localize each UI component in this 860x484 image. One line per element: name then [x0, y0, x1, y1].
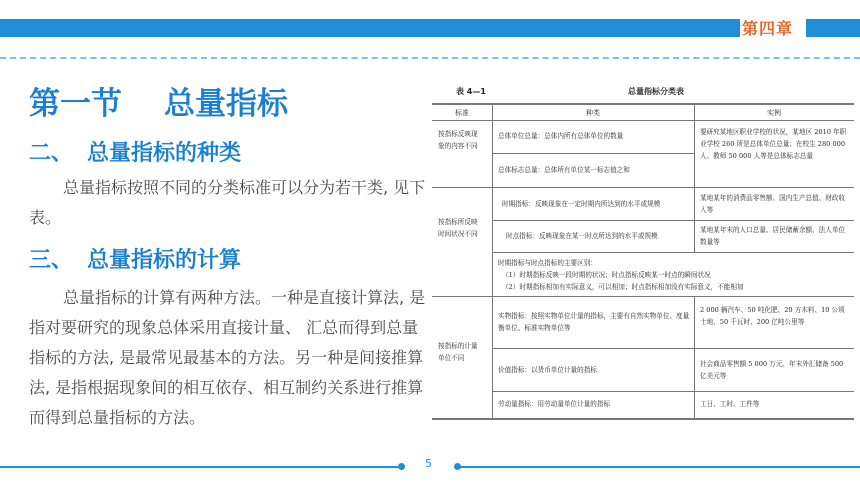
- table-rule: [432, 120, 854, 121]
- table-cell: 按指标反映现象的内容不同: [438, 130, 478, 150]
- table-rule: [492, 252, 854, 253]
- header-bar: [0, 19, 740, 37]
- table-rule: [694, 187, 695, 252]
- table-rule: [432, 418, 854, 420]
- header-bar-right: [806, 19, 860, 37]
- page-title: [29, 78, 288, 123]
- table-cell: （2）时期指标相加有实际意义，可以相加；时点指标相加没有实际意义，不能相加: [502, 283, 744, 291]
- table-rule: [492, 220, 854, 221]
- section-heading-calc: [29, 243, 241, 274]
- table-cell: 总体单位总量：总体内所有总体单位的数量: [498, 132, 624, 140]
- table-rule: [694, 296, 695, 418]
- table-number: 表 4—1: [456, 87, 486, 96]
- table-cell: 某地某年的消费品零售额、国内生产总值、财政收入等: [700, 194, 846, 214]
- table-cell: 工日、工时、工件等: [700, 400, 760, 408]
- table-cell: 按指标所反映时间状况不同: [438, 218, 478, 238]
- table-rule: [432, 187, 854, 188]
- footer-line-right: [458, 466, 860, 468]
- page-number: 5: [425, 457, 432, 470]
- table-cell: 时期指标与时点指标的主要区别：: [498, 259, 597, 267]
- title-topic: 总量指标: [164, 86, 288, 122]
- header-divider: [0, 57, 860, 59]
- table-rule: [492, 391, 854, 392]
- table-cell: 劳动量指标：用劳动量单位计量的指标: [498, 400, 611, 408]
- table-header: 种类: [586, 109, 600, 117]
- section-number: 三、: [29, 248, 74, 273]
- table-rule: [432, 296, 854, 297]
- table-cell: 价值指标：以货币单位计量的指标: [498, 366, 597, 374]
- paragraph-calc: 总量指标的计算有两种方法。一种是直接计算法, 是指对要研究的现象总体采用直接计量、 汇总而得到总量指标的方法, 是最常见最基本的方法。另一种是间接推算法, 是指根据现象间的相互依存、相互制约关系进行推算而得到总量指标的方法。: [29, 288, 426, 427]
- table-cell: 要研究某地区职业学校的状况，某地区 2010 年职业学校 260 所是总体单位总量；在校生 280 000 人、教师 50 000 人等是总体标志总量: [700, 128, 847, 160]
- table-cell: 实物指标：按照实物单位计量的指标，主要有自然实物单位、度量衡单位、标准实物单位等: [498, 312, 690, 332]
- table-cell: 总体标志总量：总体所有单位某一标志值之和: [498, 166, 630, 174]
- table-cell: 社会商品零售额 5 000 万元、年末外汇储备 500 亿美元等: [700, 360, 844, 380]
- table-header: 实例: [767, 109, 781, 117]
- section-heading-types: [29, 136, 241, 167]
- title-section: 第一节: [29, 86, 122, 122]
- footer-dot-left: [398, 463, 405, 470]
- table-cell: （1）时期指标反映一段时期的状况；时点指标反映某一时点的瞬间状况: [502, 271, 711, 279]
- table-rule: [432, 103, 854, 105]
- section-text: 总量指标的种类: [87, 141, 242, 166]
- table-cell: 某地某年末的人口总量、居民储蓄余额、法人单位数量等: [700, 226, 846, 246]
- section-text: 总量指标的计算: [87, 248, 242, 273]
- table-cell: 按指标的计量单位不同: [438, 342, 478, 362]
- table-caption: 总量指标分类表: [628, 87, 684, 96]
- chapter-label: 第四章: [742, 19, 794, 38]
- table-rule: [492, 103, 493, 418]
- table-cell: 时期指标：反映现象在一定时期内所达到的水平或规模: [502, 200, 661, 208]
- table-rule: [492, 348, 854, 349]
- footer-line-left: [0, 466, 400, 468]
- section-number: 二、: [29, 141, 74, 166]
- classification-table: [432, 82, 854, 424]
- paragraph-types: 总量指标按照不同的分类标准可以分为若干类, 见下表。: [29, 178, 426, 227]
- table-cell: 2 000 辆汽车、50 吨化肥、20 方木料、10 公顷土地、50 千瓦时、200 亿吨公里等: [700, 306, 845, 326]
- table-header: 标准: [455, 109, 469, 117]
- table-rule: [492, 153, 694, 154]
- table-cell: 时点指标：反映现象在某一时点所达到的水平或规模: [506, 232, 658, 240]
